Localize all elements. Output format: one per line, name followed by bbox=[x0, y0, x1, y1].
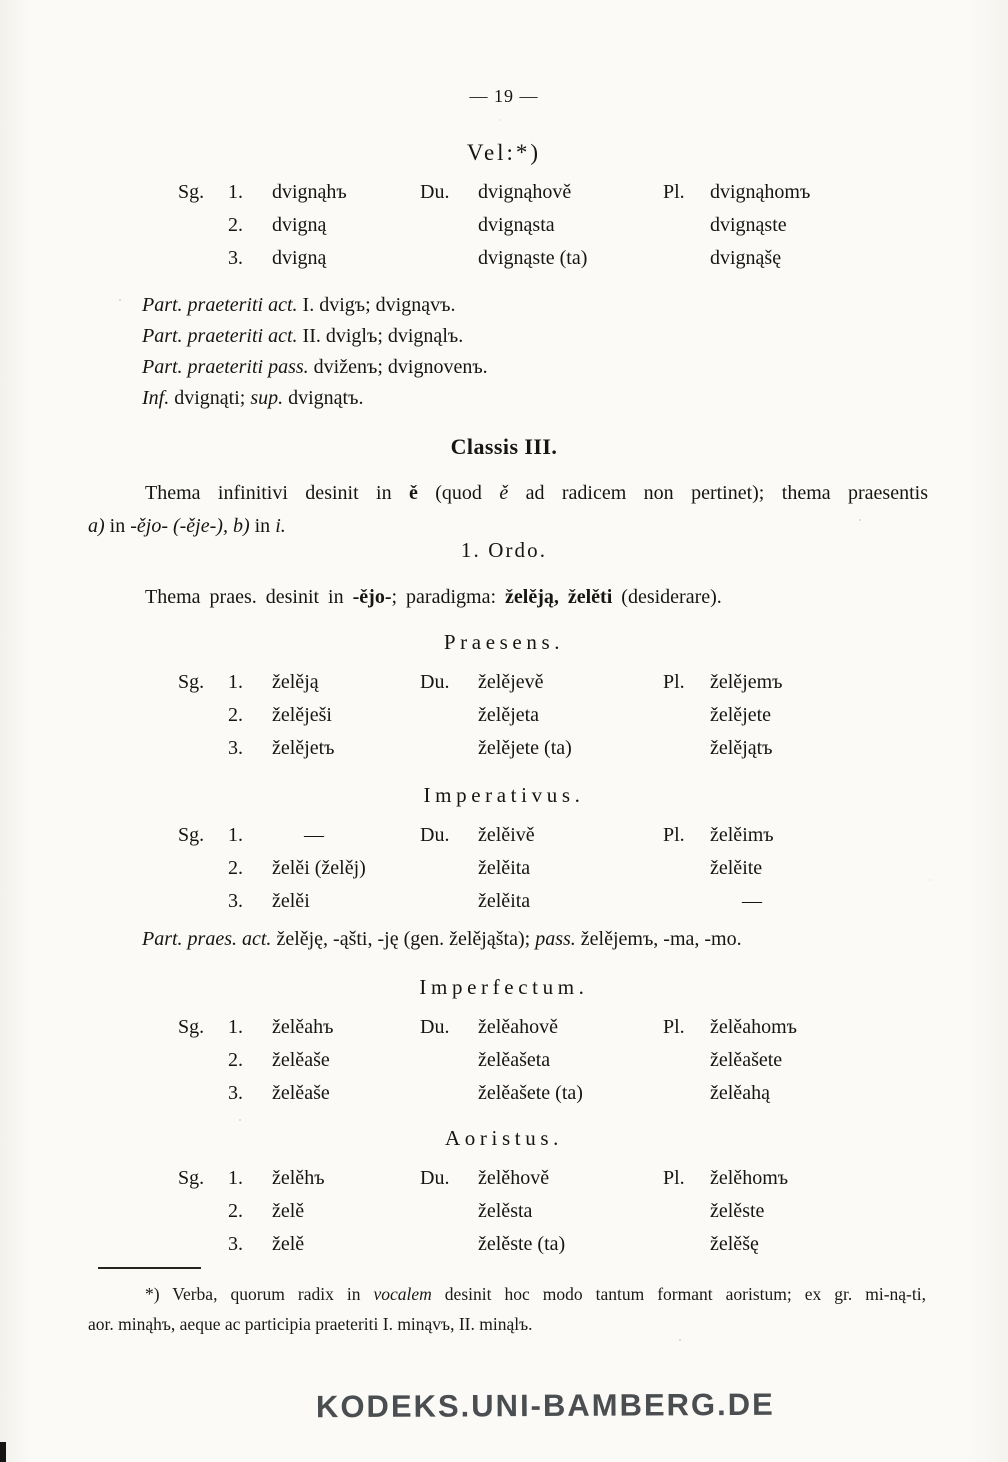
du-form: želěašete (ta) bbox=[478, 1082, 583, 1104]
person-number: 1. bbox=[228, 824, 243, 846]
heading-ordo: 1. Ordo. bbox=[460, 538, 548, 562]
person-number: 1. bbox=[228, 181, 243, 203]
page-number: — 19 — bbox=[469, 86, 539, 106]
pl-label: Pl. bbox=[663, 671, 685, 693]
praesens-paradigm-table bbox=[178, 666, 920, 765]
participle-line: Part. praeteriti pass. dviženъ; dvignovenъ. bbox=[142, 356, 488, 378]
pl-form: dvignąšę bbox=[710, 247, 782, 269]
sg-label: Sg. bbox=[178, 824, 205, 846]
du-label: Du. bbox=[420, 1016, 450, 1038]
pl-form: želěimъ bbox=[710, 824, 774, 846]
sg-form: želěahъ bbox=[272, 1016, 334, 1038]
scan-artifact-mark bbox=[0, 1442, 6, 1462]
aoristus-paradigm-table bbox=[178, 1162, 920, 1261]
sg-label: Sg. bbox=[178, 1167, 205, 1189]
du-form: želěašeta bbox=[478, 1049, 551, 1071]
footnote-separator-rule bbox=[98, 1267, 201, 1269]
pl-label: Pl. bbox=[663, 1167, 685, 1189]
participle-line: Part. praeteriti act. I. dvigъ; dvignąvъ. bbox=[142, 294, 456, 316]
pl-label: Pl. bbox=[663, 1016, 685, 1038]
sg-form: želěją bbox=[272, 671, 319, 693]
pl-form: želějemъ bbox=[710, 671, 783, 693]
part-praes-line: Part. praes. act. želěję, -ąšti, -ję (gen. želějąšta); pass. želějemъ, -ma, -mo. bbox=[142, 928, 742, 950]
heading-imperativus: Imperativus. bbox=[423, 783, 585, 807]
heading-vel: Vel:*) bbox=[466, 140, 542, 165]
sg-form: želě bbox=[272, 1233, 305, 1255]
pl-form: dvignąhomъ bbox=[710, 181, 811, 203]
du-form: želěita bbox=[478, 890, 531, 912]
du-form: želěivě bbox=[478, 824, 535, 846]
footnote-line-2: aor. minąhъ, aeque ac participia praeteriti I. minąvъ, II. minąlъ. bbox=[88, 1314, 533, 1334]
du-label: Du. bbox=[420, 671, 450, 693]
pl-form: želěite bbox=[710, 857, 763, 879]
sg-form: želěi bbox=[272, 890, 310, 912]
person-number: 1. bbox=[228, 671, 243, 693]
du-form: želějete (ta) bbox=[478, 737, 572, 759]
library-watermark: KODEKS.UNI-BAMBERG.DE bbox=[315, 1386, 775, 1425]
thema-praes-line: Thema praes. desinit in -ějo-; paradigma: želěją, želěti (desiderare). bbox=[145, 586, 722, 608]
du-form: želěhově bbox=[478, 1167, 550, 1189]
du-form: dvignąhově bbox=[478, 181, 572, 203]
sg-form: želěaše bbox=[272, 1082, 330, 1104]
du-form: želěita bbox=[478, 857, 531, 879]
pl-form: želějete bbox=[710, 704, 772, 726]
classis-intro-line-1: Thema infinitivi desinit in ě (quod ě ad radicem non pertinet); thema praesentis bbox=[145, 482, 928, 504]
sg-form: želěaše bbox=[272, 1049, 330, 1071]
du-form: želěste (ta) bbox=[478, 1233, 566, 1255]
du-form: dvignąsta bbox=[478, 214, 555, 236]
du-form: želějeta bbox=[478, 704, 540, 726]
sg-form: želěhъ bbox=[272, 1167, 325, 1189]
vel-paradigm-table bbox=[178, 176, 920, 275]
du-form: želěahově bbox=[478, 1016, 558, 1038]
heading-classis-iii: Classis III. bbox=[450, 434, 558, 459]
footnote-line-1: *) Verba, quorum radix in vocalem desinit hoc modo tantum formant aoristum; ex gr. mi-ną-ti, bbox=[145, 1284, 926, 1304]
du-form: želějevě bbox=[478, 671, 544, 693]
du-form: dvignąste (ta) bbox=[478, 247, 588, 269]
sg-form: želějetъ bbox=[272, 737, 335, 759]
pl-form: želěahą bbox=[710, 1082, 770, 1104]
imperfectum-paradigm-table bbox=[178, 1011, 920, 1110]
person-number: 2. bbox=[228, 857, 243, 879]
person-number: 1. bbox=[228, 1016, 243, 1038]
sg-label: Sg. bbox=[178, 181, 205, 203]
participle-line: Part. praeteriti act. II. dviglъ; dvignąlъ. bbox=[142, 325, 464, 347]
du-form: želěsta bbox=[478, 1200, 533, 1222]
participle-lines bbox=[142, 290, 488, 414]
pl-form: želěašete bbox=[710, 1049, 783, 1071]
sg-form: dvigną bbox=[272, 247, 327, 269]
sg-label: Sg. bbox=[178, 671, 205, 693]
person-number: 1. bbox=[228, 1167, 243, 1189]
sg-form: želě bbox=[272, 1200, 305, 1222]
infinitive-supine-line: Inf. dvignąti; sup. dvignątъ. bbox=[142, 387, 364, 409]
heading-praesens: Praesens. bbox=[443, 630, 565, 654]
person-number: 3. bbox=[228, 1233, 243, 1255]
du-label: Du. bbox=[420, 824, 450, 846]
pl-form: želěahomъ bbox=[710, 1016, 797, 1038]
pl-form: želěste bbox=[710, 1200, 765, 1222]
sg-label: Sg. bbox=[178, 1016, 205, 1038]
pl-label: Pl. bbox=[663, 181, 685, 203]
person-number: 2. bbox=[228, 1049, 243, 1071]
imperativus-paradigm-table bbox=[178, 819, 920, 918]
pl-label: Pl. bbox=[663, 824, 685, 846]
person-number: 2. bbox=[228, 214, 243, 236]
person-number: 3. bbox=[228, 247, 243, 269]
pl-form: želějątъ bbox=[710, 737, 773, 759]
classis-intro-line-2: a) in -ějo- (-ěje-), b) in i. bbox=[88, 515, 286, 537]
person-number: 3. bbox=[228, 890, 243, 912]
du-label: Du. bbox=[420, 1167, 450, 1189]
sg-form: — bbox=[304, 824, 324, 846]
person-number: 3. bbox=[228, 1082, 243, 1104]
sg-form: dvignąhъ bbox=[272, 181, 347, 203]
pl-form: dvignąste bbox=[710, 214, 787, 236]
sg-form: želěi (želěj) bbox=[272, 857, 366, 879]
pl-form: želěhomъ bbox=[710, 1167, 789, 1189]
heading-imperfectum: Imperfectum. bbox=[419, 975, 589, 999]
heading-aoristus: Aoristus. bbox=[444, 1126, 563, 1150]
sg-form: želěješi bbox=[272, 704, 332, 726]
pl-form: — bbox=[742, 890, 762, 912]
pl-form: želěšę bbox=[710, 1233, 759, 1255]
person-number: 2. bbox=[228, 704, 243, 726]
person-number: 2. bbox=[228, 1200, 243, 1222]
person-number: 3. bbox=[228, 737, 243, 759]
sg-form: dvigną bbox=[272, 214, 327, 236]
du-label: Du. bbox=[420, 181, 450, 203]
